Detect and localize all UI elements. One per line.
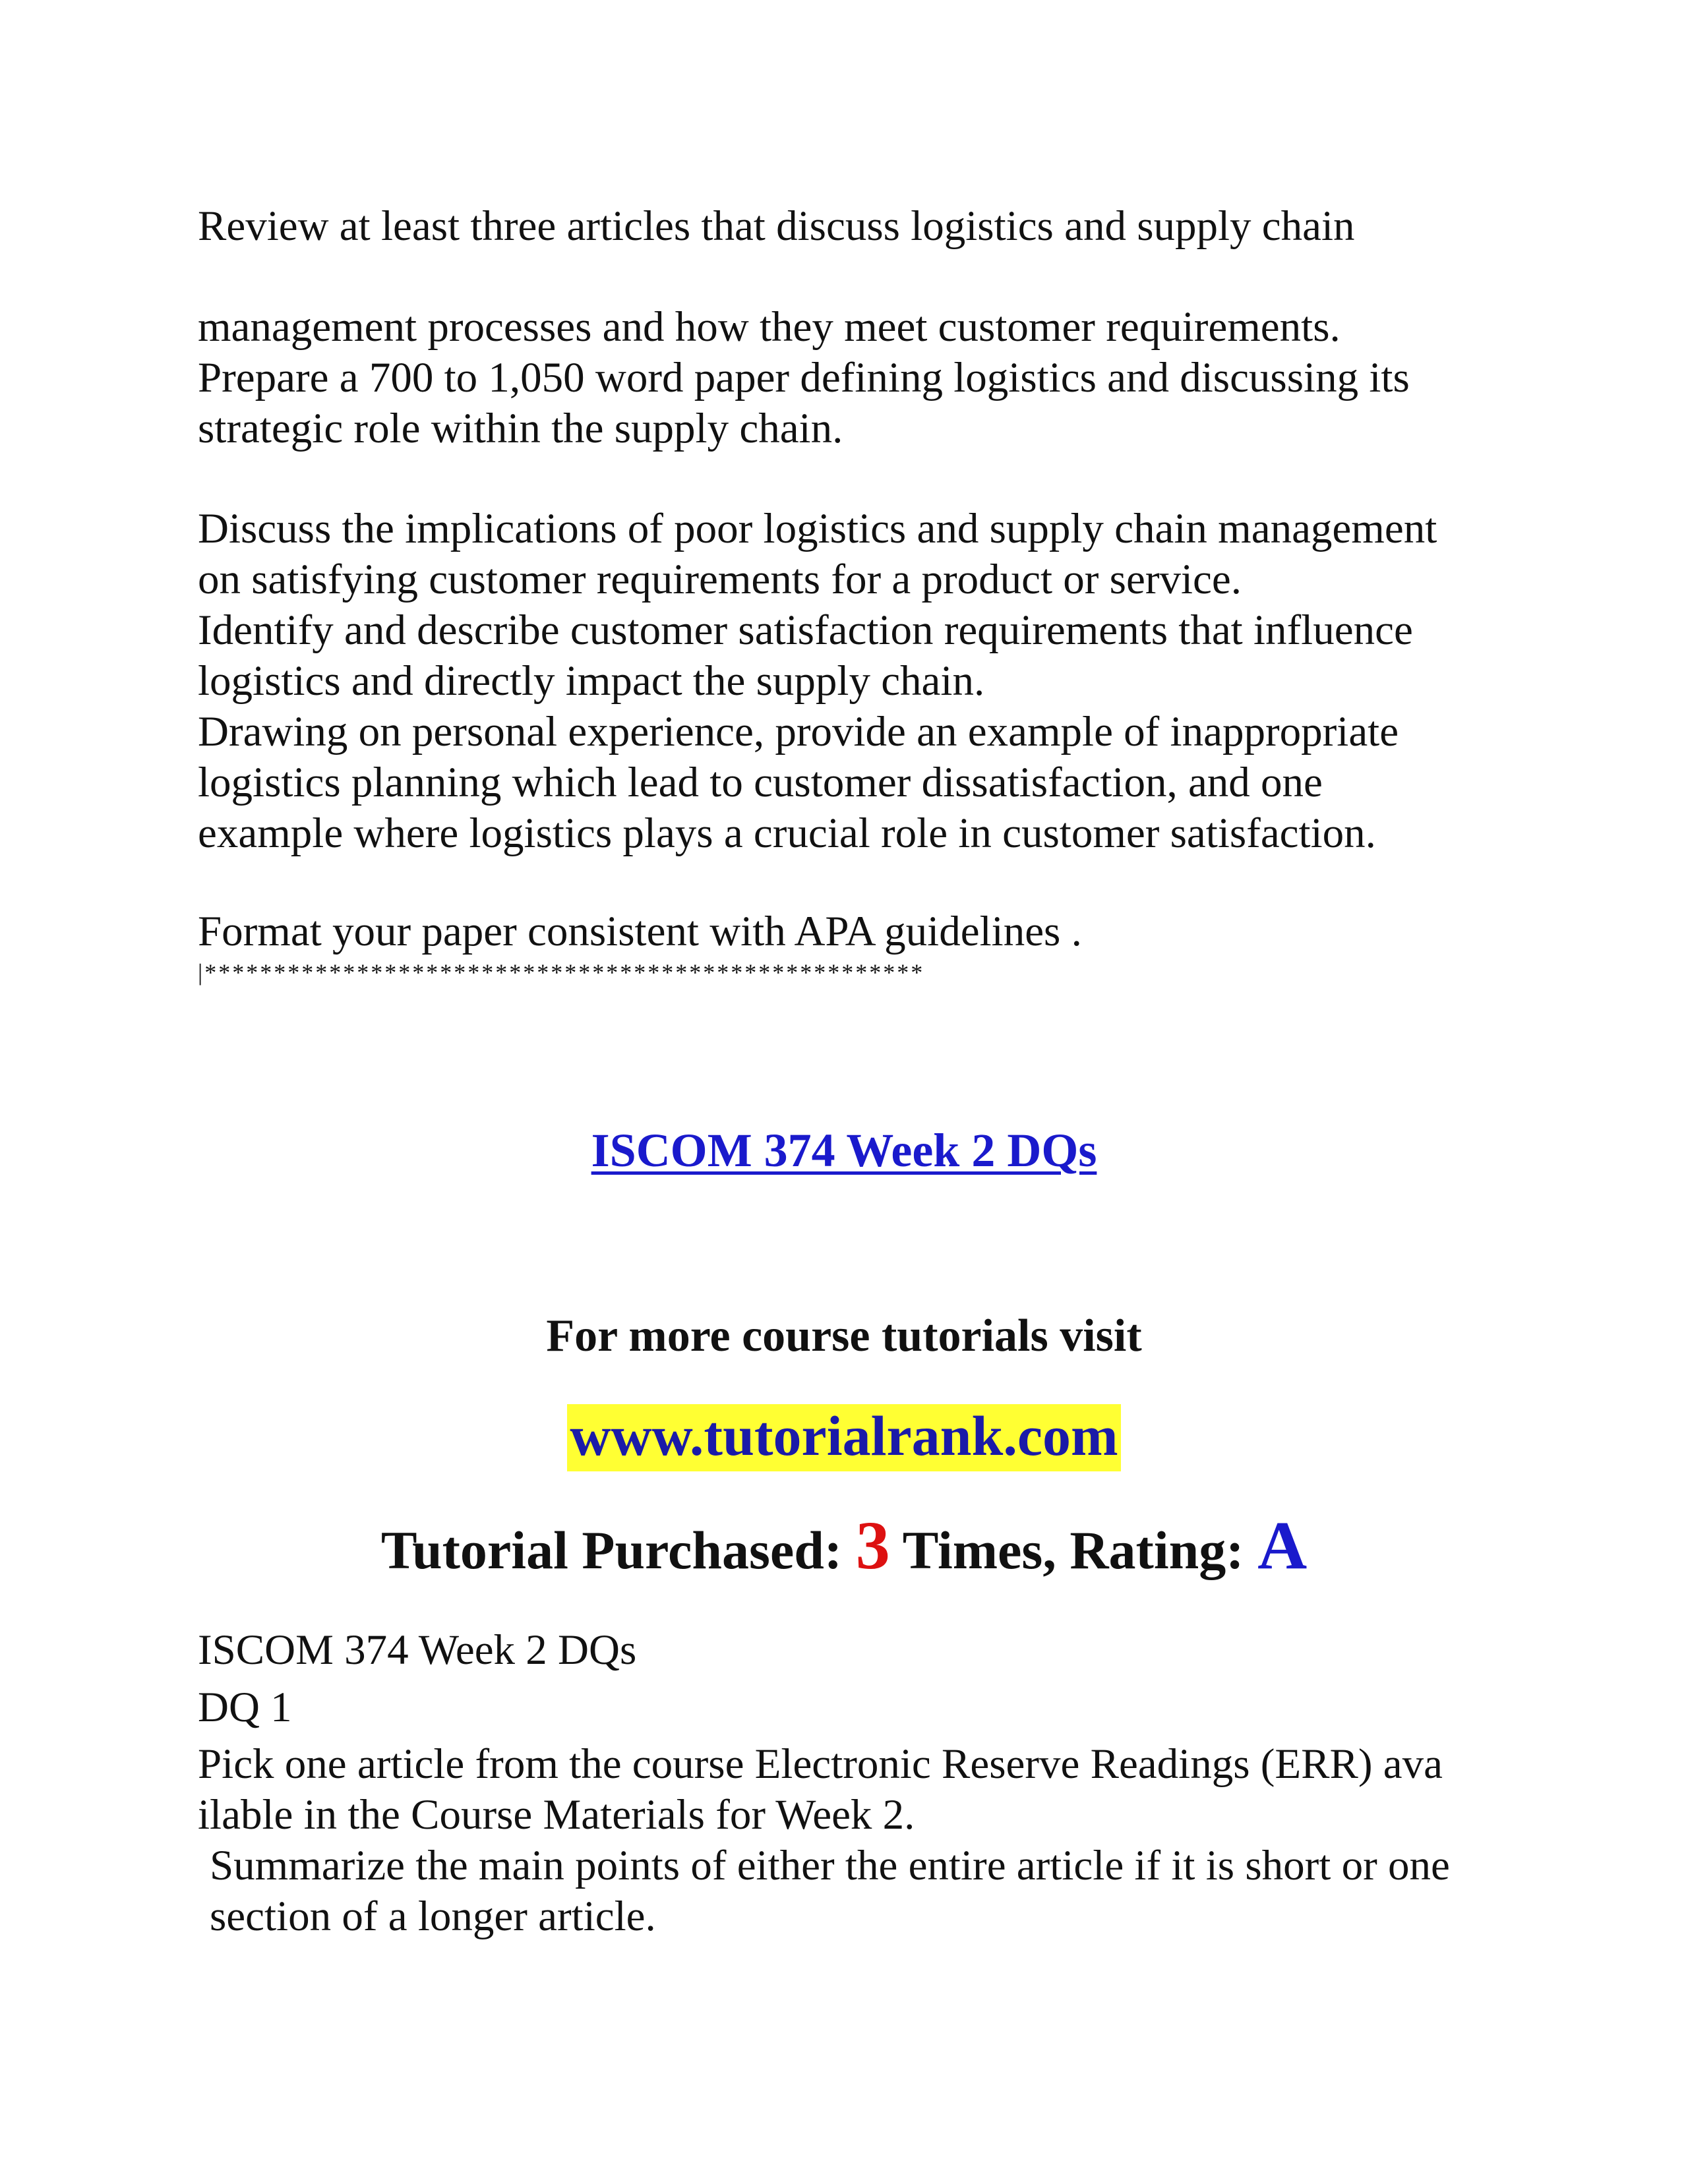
requirements-paragraph: Discuss the implications of poor logistics and supply chain management on satisfying customer requirements for a product or service. Identify and describe customer satisfaction requirements that influence logistics and directly impact the supply chain. Drawing on personal experience, provide an example of inappropriate logistics planning which lead to customer dissatisfaction, and one example where logistics plays a crucial role in customer satisfaction. <box>198 505 1437 857</box>
separator-line: |**************************************************** <box>198 959 925 986</box>
body-title: ISCOM 374 Week 2 DQs <box>198 1626 637 1674</box>
website-url[interactable]: www.tutorialrank.com <box>567 1404 1120 1471</box>
purchase-stats <box>0 1510 1688 1587</box>
intro-line: Review at least three articles that discuss logistics and supply chain <box>198 202 1355 250</box>
dq-text: Pick one article from the course Electronic Reserve Readings (ERR) ava ilable in the Course Materials for Week 2. <box>198 1740 1443 1839</box>
visit-text: For more course tutorials visit <box>546 1311 1142 1361</box>
dq-text-continued: Summarize the main points of either the entire article if it is short or one section of a longer article. <box>210 1842 1450 1940</box>
intro-paragraph: management processes and how they meet customer requirements. Prepare a 700 to 1,050 word paper defining logistics and discussing its strategic role within the supply chain. <box>198 303 1410 452</box>
purchased-count: 3 <box>855 1508 890 1583</box>
course-title-link[interactable]: ISCOM 374 Week 2 DQs <box>591 1124 1097 1177</box>
dq-label: DQ 1 <box>198 1684 292 1731</box>
purchased-label: Tutorial Purchased: <box>380 1520 843 1580</box>
rating-value: A <box>1257 1508 1308 1583</box>
url-container <box>0 1403 1688 1469</box>
format-instruction: Format your paper consistent with APA guidelines . <box>198 908 1082 955</box>
times-rating-label: Times, Rating: <box>902 1520 1244 1580</box>
